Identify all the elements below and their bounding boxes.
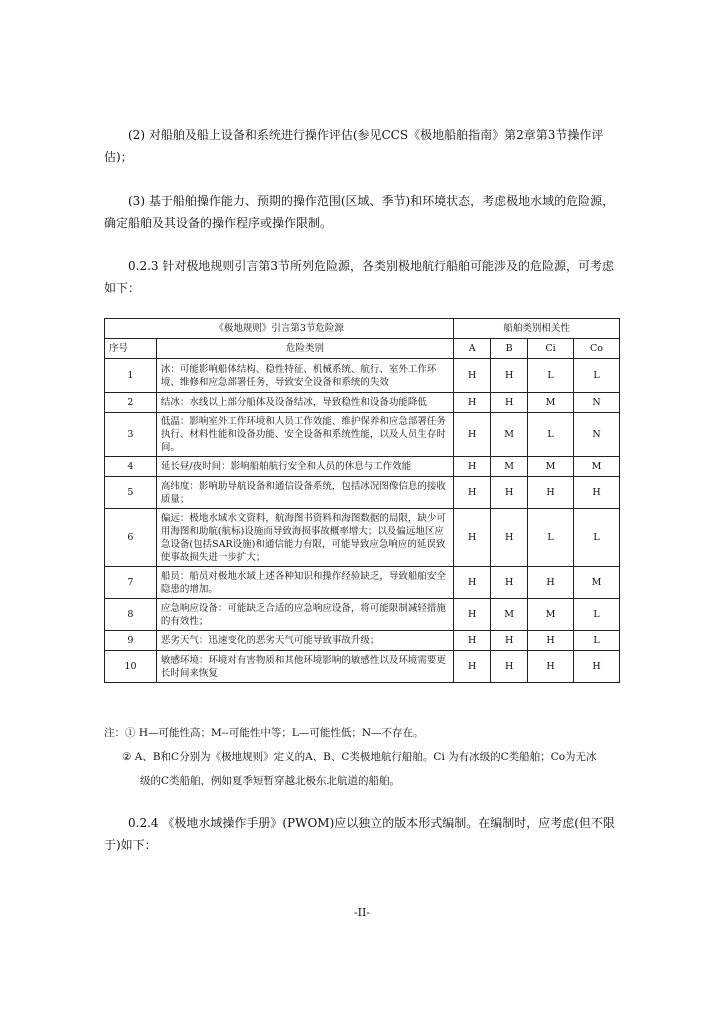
row-hazard: 冰：可能影响船体结构、稳性特征、机械系统、航行、室外工作环境、维修和应急部署任务，导致安全设备和系统的失效 — [156, 359, 453, 393]
row-rating-b: M — [491, 413, 528, 457]
table-row — [105, 477, 620, 509]
note-3: 级的C类船舶，例如夏季短暂穿越北极东北航道的船舶。 — [140, 775, 401, 787]
row-rating-a: H — [454, 393, 491, 413]
row-rating-b: H — [491, 631, 528, 651]
paragraph-0-2-3-text: 0.2.3 针对极地规则引言第3节所列危险源，各类别极地航行船舶可能涉及的危险源，可考虑如下： — [104, 259, 614, 295]
table-row — [105, 393, 620, 413]
table-row — [105, 599, 620, 631]
row-rating-ci: L — [528, 509, 574, 567]
row-rating-b: H — [491, 477, 528, 509]
row-rating-a: H — [454, 599, 491, 631]
note-2: ② A、B和C分别为《极地规则》定义的A、B、C类极地航行船舶。Ci 为有冰级的C类船舶；Co为无冰 — [122, 751, 597, 763]
row-rating-ci: H — [528, 567, 574, 599]
table-header-row-1 — [105, 319, 620, 339]
header-co: Co — [574, 339, 620, 359]
row-rating-ci: M — [528, 599, 574, 631]
row-rating-ci: M — [528, 393, 574, 413]
row-rating-co: H — [574, 651, 620, 683]
table-row — [105, 651, 620, 683]
page-number: -II- — [353, 906, 371, 919]
row-rating-a: H — [454, 509, 491, 567]
paragraph-2-text: (2) 对船舶及船上设备和系统进行操作评估(参见CCS《极地船舶指南》第2章第3节操作评估)； — [104, 128, 604, 164]
table-row — [105, 567, 620, 599]
row-rating-b: M — [491, 457, 528, 477]
row-hazard: 敏感环境：环境对有害物质和其他环境影响的敏感性以及环境需要更长时间来恢复 — [156, 651, 453, 683]
paragraph-2 — [104, 124, 620, 168]
row-rating-a: H — [454, 651, 491, 683]
row-hazard: 高纬度：影响助导航设备和通信设备系统，包括冰况图像信息的接收质量； — [156, 477, 453, 509]
row-rating-co: M — [574, 567, 620, 599]
row-hazard: 恶劣天气：迅速变化的恶劣天气可能导致事故升级； — [156, 631, 453, 651]
row-hazard: 低温：影响室外工作环境和人员工作效能、维护保养和应急部署任务执行、材料性能和设备功能、安全设备和系统性能，以及人员生存时间。 — [156, 413, 453, 457]
row-rating-co: H — [574, 477, 620, 509]
table-body — [105, 359, 620, 683]
table-row — [105, 509, 620, 567]
row-rating-a: H — [454, 413, 491, 457]
header-hazard-source: 《极地规则》引言第3节危险源 — [105, 319, 454, 339]
paragraph-3-text: (3) 基于船舶操作能力、预期的操作范围(区域、季节)和环境状态，考虑极地水域的危险源，确定船舶及其设备的操作程序或操作限制。 — [104, 194, 615, 230]
row-rating-ci: H — [528, 477, 574, 509]
header-ci: Ci — [528, 339, 574, 359]
row-rating-ci: H — [528, 651, 574, 683]
row-hazard: 应急响应设备：可能缺乏合适的应急响应设备，将可能限制减轻措施的有效性； — [156, 599, 453, 631]
row-rating-b: H — [491, 567, 528, 599]
row-hazard: 结冰：水线以上部分船体及设备结冰，导致稳性和设备功能降低 — [156, 393, 453, 413]
row-number: 7 — [105, 567, 157, 599]
header-no: 序号 — [105, 339, 157, 359]
row-rating-b: H — [491, 651, 528, 683]
hazard-table — [104, 318, 620, 683]
table-row — [105, 631, 620, 651]
row-rating-a: H — [454, 567, 491, 599]
row-number: 10 — [105, 651, 157, 683]
note-1: 注：① H—可能性高；M--可能性中等；L—可能性低；N—不存在。 — [104, 727, 424, 739]
row-rating-co: L — [574, 631, 620, 651]
row-rating-co: M — [574, 457, 620, 477]
row-hazard: 延长昼/夜时间：影响船舶航行安全和人员的休息与工作效能 — [156, 457, 453, 477]
table-row — [105, 359, 620, 393]
row-rating-b: M — [491, 599, 528, 631]
row-number: 2 — [105, 393, 157, 413]
table-row — [105, 457, 620, 477]
row-rating-a: H — [454, 457, 491, 477]
row-rating-a: H — [454, 359, 491, 393]
paragraph-0-2-3 — [104, 255, 620, 299]
row-rating-b: H — [491, 359, 528, 393]
row-rating-ci: L — [528, 359, 574, 393]
row-rating-ci: H — [528, 631, 574, 651]
row-rating-a: H — [454, 631, 491, 651]
row-rating-co: L — [574, 509, 620, 567]
row-rating-ci: L — [528, 413, 574, 457]
row-hazard: 偏远：极地水域水文资料，航海图书资料和海图数据的局限，缺少可用海图和助航(航标)设施而导致海损事故概率增大；以及偏远地区应急设备(包括SAR设施)和通信能力有限，可能导致应急响应的延误致使事故损失进一步扩大； — [156, 509, 453, 567]
header-ship-category: 船舶类别相关性 — [454, 319, 620, 339]
table-row — [105, 413, 620, 457]
table-notes — [104, 721, 624, 793]
row-number: 3 — [105, 413, 157, 457]
row-rating-ci: M — [528, 457, 574, 477]
row-hazard: 船员：船员对极地水域上述各种知识和操作经验缺乏，导致船舶安全隐患的增加。 — [156, 567, 453, 599]
row-number: 9 — [105, 631, 157, 651]
row-rating-co: L — [574, 359, 620, 393]
paragraph-0-2-4 — [104, 812, 620, 856]
row-rating-b: H — [491, 509, 528, 567]
row-rating-b: H — [491, 393, 528, 413]
header-a: A — [454, 339, 491, 359]
row-rating-co: N — [574, 413, 620, 457]
row-rating-co: L — [574, 599, 620, 631]
header-hazard-category: 危险类别 — [156, 339, 453, 359]
row-number: 6 — [105, 509, 157, 567]
row-rating-co: N — [574, 393, 620, 413]
row-number: 4 — [105, 457, 157, 477]
row-rating-a: H — [454, 477, 491, 509]
paragraph-3 — [104, 190, 620, 234]
row-number: 5 — [105, 477, 157, 509]
header-b: B — [491, 339, 528, 359]
paragraph-0-2-4-text: 0.2.4 《极地水域操作手册》(PWOM)应以独立的版本形式编制。在编制时，应考虑(但不限于)如下： — [104, 816, 615, 852]
table-header-row-2 — [105, 339, 620, 359]
row-number: 8 — [105, 599, 157, 631]
row-number: 1 — [105, 359, 157, 393]
